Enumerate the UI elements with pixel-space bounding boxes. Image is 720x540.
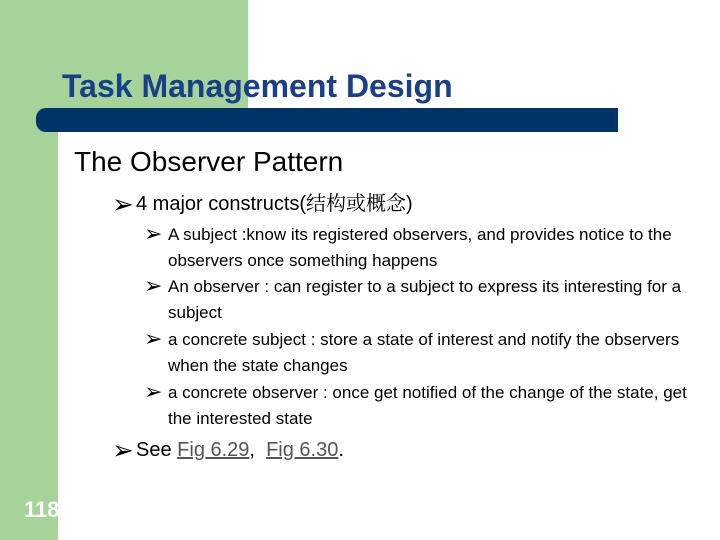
arrow-bullet-icon: ➢ bbox=[144, 221, 163, 246]
page-number: 118 bbox=[24, 497, 60, 522]
sub-bullet-concrete-subject bbox=[144, 327, 698, 379]
arrow-bullet-icon: ➢ bbox=[144, 326, 163, 351]
bullet-see-figures bbox=[112, 435, 344, 465]
arrow-bullet-icon: ➢ bbox=[112, 189, 134, 219]
slide-subtitle: The Observer Pattern bbox=[74, 146, 344, 177]
sub-bullet-concrete-observer bbox=[144, 380, 698, 432]
sub-bullet-text: A subject :know its registered observers, and provides notice to the observers once something happens bbox=[168, 225, 672, 270]
sub-bullet-subject bbox=[144, 222, 698, 274]
fig-6-30-link[interactable]: Fig 6.30 bbox=[266, 439, 339, 461]
sub-bullet-text: a concrete observer : once get notified of the change of the state, get the interested state bbox=[168, 383, 687, 428]
see-separator: , bbox=[249, 439, 267, 461]
fig-6-29-link[interactable]: Fig 6.29 bbox=[177, 439, 250, 461]
sub-bullet-text: An observer : can register to a subject to express its interesting for a subject bbox=[168, 277, 682, 322]
see-prefix: See bbox=[136, 439, 178, 461]
see-suffix: . bbox=[338, 439, 344, 461]
bullet-main bbox=[112, 189, 413, 219]
sub-bullet-text: a concrete subject : store a state of interest and notify the observers when the state changes bbox=[168, 330, 680, 375]
arrow-bullet-icon: ➢ bbox=[144, 273, 163, 298]
arrow-bullet-icon: ➢ bbox=[144, 379, 163, 404]
title-underline-bar bbox=[36, 108, 618, 132]
arrow-bullet-icon: ➢ bbox=[112, 435, 134, 465]
see-figures-text bbox=[136, 438, 344, 462]
sub-bullet-observer bbox=[144, 274, 698, 326]
green-left-strip bbox=[0, 108, 58, 540]
bullet-main-text: 4 major constructs(结构或概念) bbox=[136, 193, 413, 215]
slide-title: Task Management Design bbox=[62, 68, 453, 104]
